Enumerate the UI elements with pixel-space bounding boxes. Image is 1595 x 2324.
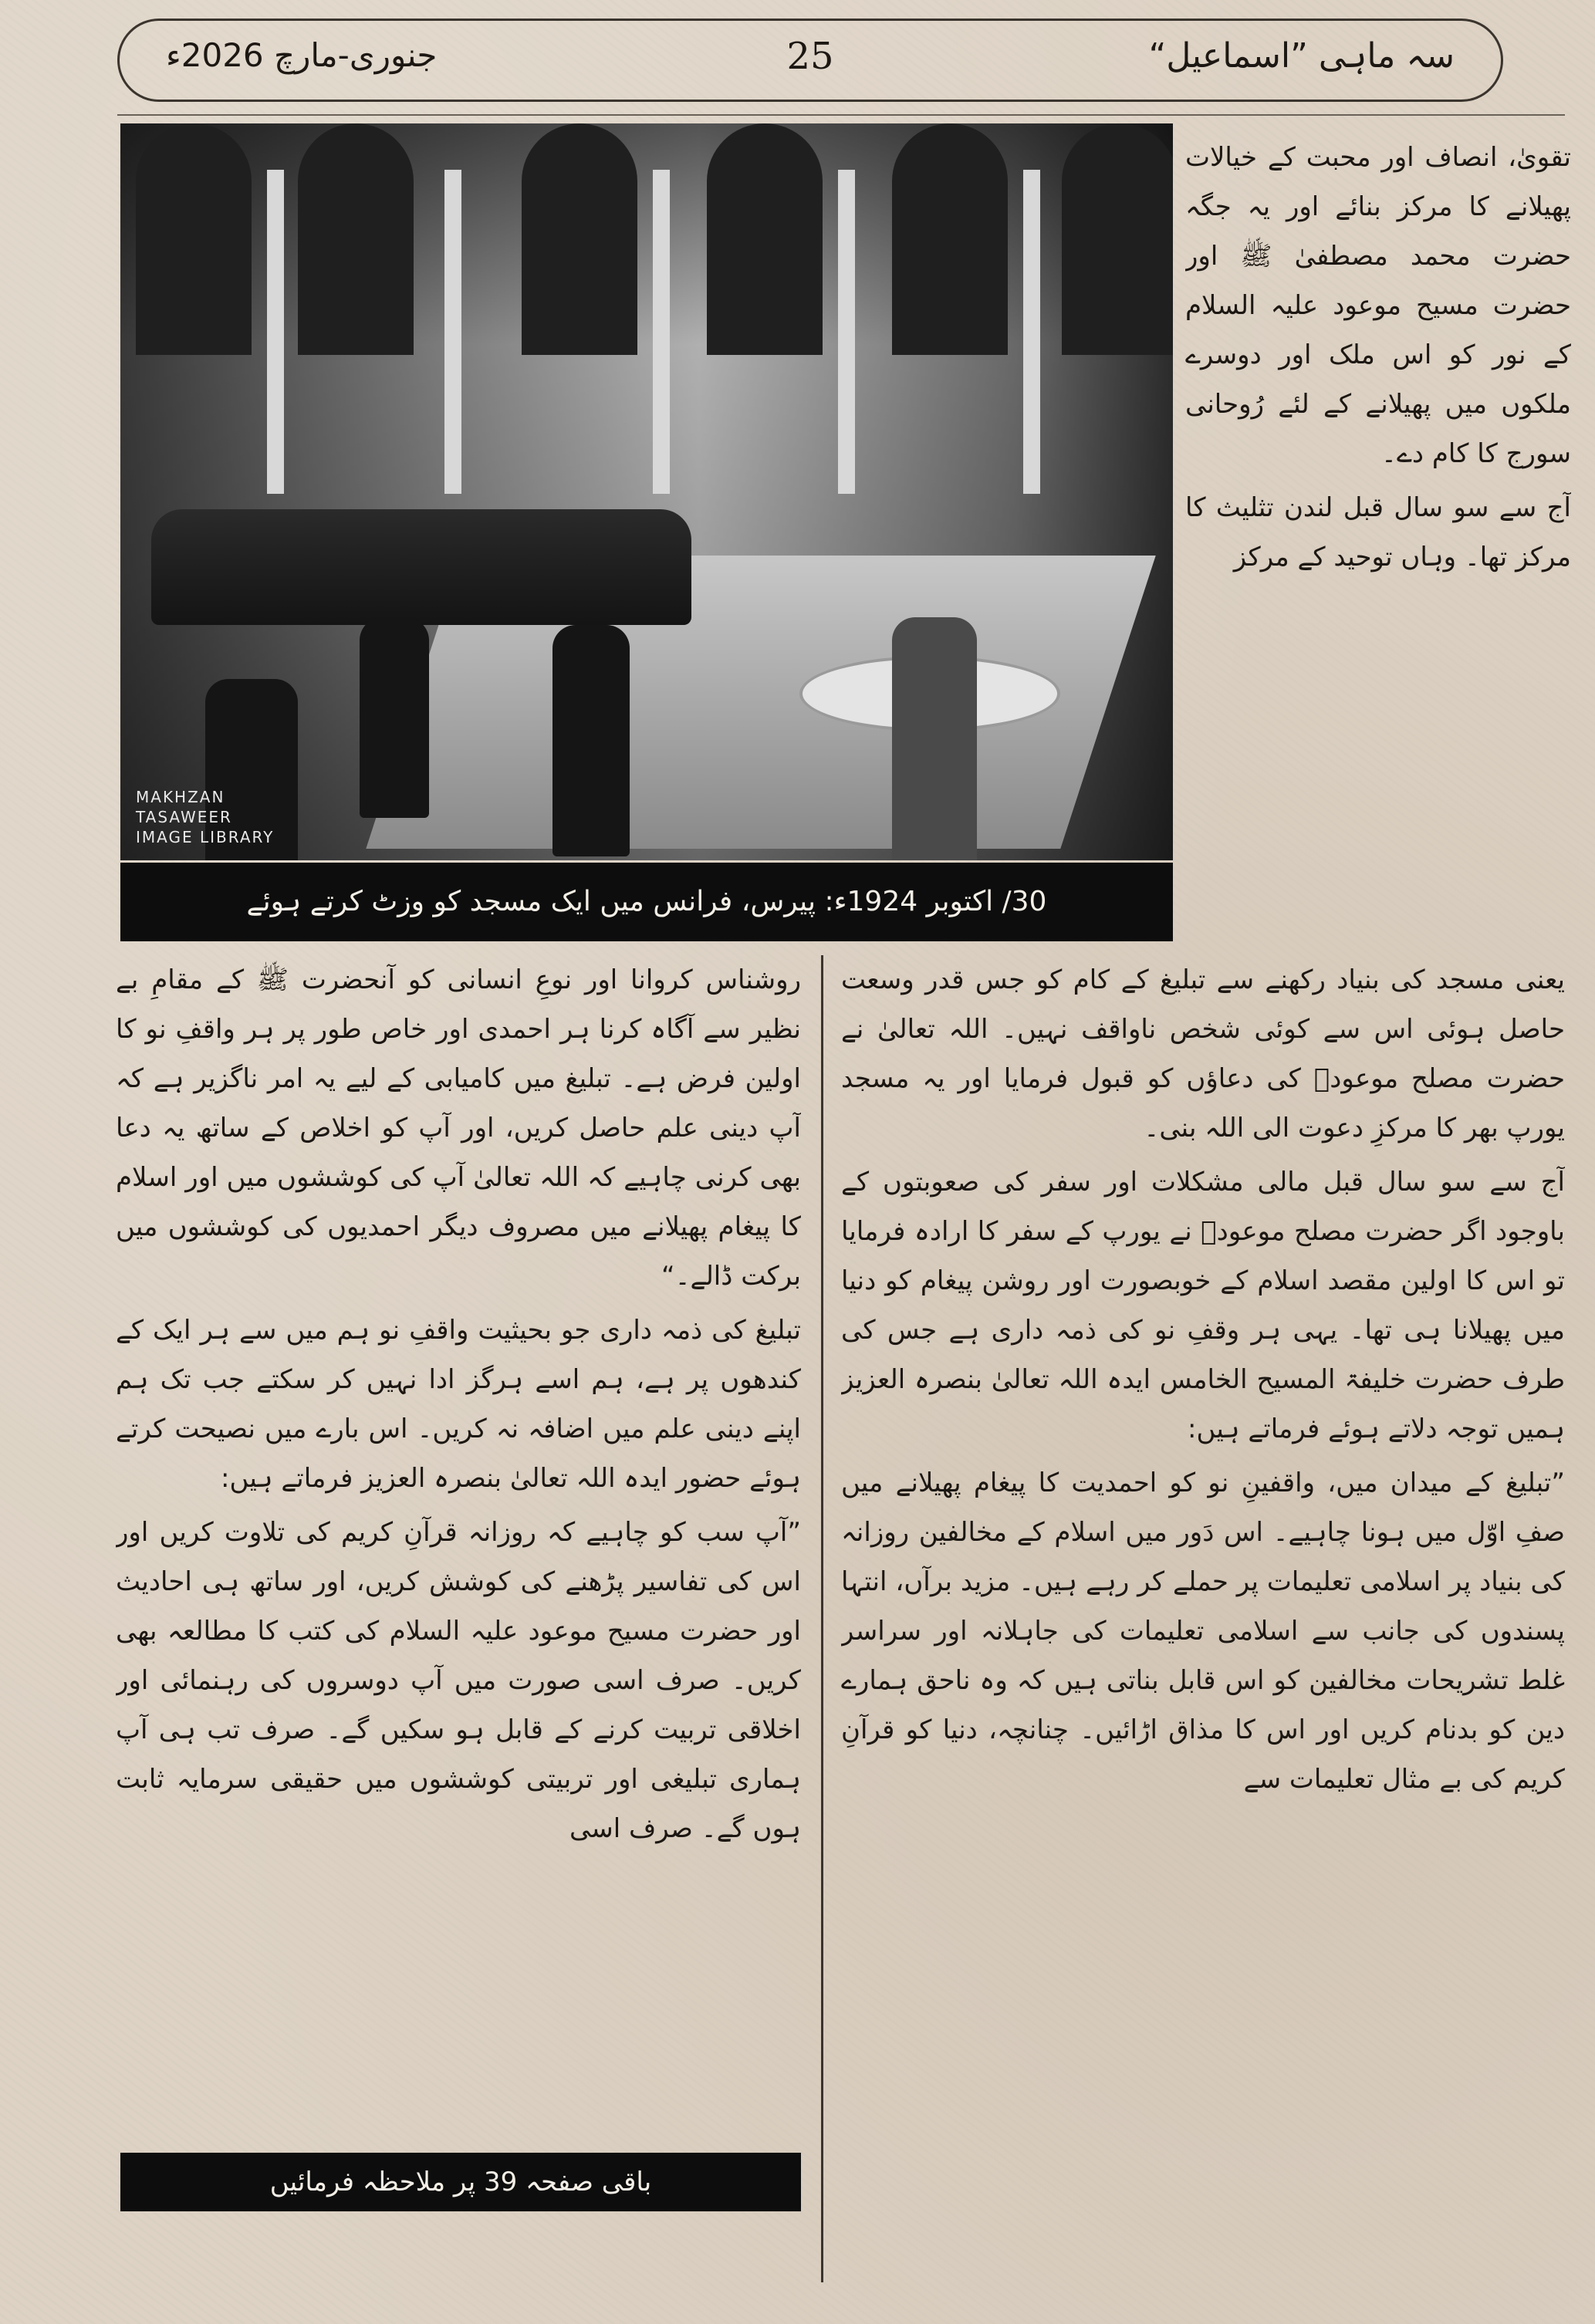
paragraph: تبلیغ کی ذمہ داری جو بحیثیت واقفِ نو ہم میں سے ہر ایک کے کندھوں پر ہے، ہم اسے ہرگز ادا نہیں کر سکتے جب تک ہم اپنے دینی علم میں اضافہ نہ کریں۔ اس بارے میں نصیحت کرتے ہوئے حضور ایدہ اللہ تعالیٰ بنصرہ العزیز فرماتے ہیں:: [116, 1315, 801, 1494]
arch-shape: [136, 123, 252, 355]
person-figure: [892, 617, 977, 860]
paragraph: روشناس کروانا اور نوعِ انسانی کو آنحضرت ﷺ کے مقامِ بے نظیر سے آگاہ کرنا ہر احمدی اور خاص طور پر ہر واقفِ نو کا اولین فرض ہے۔ تبلیغ میں کامیابی کے لیے یہ امر ناگزیر ہے کہ آپ دینی علم حاصل کریں، اور آپ کو اخلاص کے ساتھ یہ دعا بھی کرنی چاہیے کہ اللہ تعالیٰ آپ کی کوششوں میں اور اسلام کا پیغام پھیلانے میں مصروف دیگر احمدیوں کی کوششوں میں برکت ڈالے۔“: [116, 964, 801, 1292]
arch-shape: [298, 123, 414, 355]
image-watermark: MAKHZAN TASAWEER IMAGE LIBRARY: [136, 788, 275, 846]
left-text-column: [116, 955, 801, 2159]
issue-date: جنوری-مارچ 2026ء: [166, 36, 438, 74]
pillar: [1023, 170, 1040, 494]
column-divider: [821, 955, 823, 2282]
quote-paragraph: ”تبلیغ کے میدان میں، واقفینِ نو کو احمدیت کا پیغام پھیلانے میں صفِ اوّل میں ہونا چاہیے۔ اس دَور میں اسلام کے مخالفین روزانہ کی بنیاد پر اسلامی تعلیمات پر حملے کر رہے ہیں۔ مزید برآں، انتہا پسندوں کی جانب سے اسلامی تعلیمات کی جاہلانہ اور سراسر غلط تشریحات مخالفین کو اس قابل بناتی ہیں کہ وہ ناحق ہمارے دین کو بدنام کریں اور اس کا مذاق اڑائیں۔ چنانچہ، دنیا کو قرآنِ کریم کی بے مثال تعلیمات سے: [841, 1468, 1565, 1795]
pillar: [838, 170, 855, 494]
pillar: [653, 170, 670, 494]
journal-title: سہ ماہی ”اسماعیل“: [1148, 36, 1455, 76]
person-figure: [360, 617, 429, 818]
paragraph: یعنی مسجد کی بنیاد رکھنے سے تبلیغ کے کام کو جس قدر وسعت حاصل ہوئی اس سے کوئی شخص ناواقف نہیں۔ اللہ تعالیٰ نے حضرت مصلح موعودؓ کی دعاؤں کو قبول فرمایا اور یہ مسجد یورپ بھر کا مرکزِ دعوت الی اللہ بنی۔: [841, 964, 1565, 1143]
aside-paragraph: آج سے سو سال قبل لندن تثلیث کا مرکز تھا۔ وہاں توحید کے مرکز: [1185, 492, 1571, 573]
arch-shape: [707, 123, 823, 355]
photo-caption: 30/ اکتوبر 1924ء: پیرس، فرانس میں ایک مسجد کو وزٹ کرتے ہوئے: [120, 863, 1173, 941]
arch-shape: [1062, 123, 1173, 355]
person-figure: [553, 625, 630, 856]
aside-text-column: [1185, 133, 1571, 951]
arch-shape: [892, 123, 1008, 355]
continued-note: باقی صفحہ 39 پر ملاحظہ فرمائیں: [120, 2153, 801, 2211]
arch-shape: [522, 123, 637, 355]
quote-paragraph: ”آپ سب کو چاہیے کہ روزانہ قرآنِ کریم کی تلاوت کریں اور اس کی تفاسیر پڑھنے کی کوشش کریں، اور ساتھ ہی احادیث اور حضرت مسیح موعود علیہ السلام کی کتب کا مطالعہ بھی کریں۔ صرف اسی صورت میں آپ دوسروں کی رہنمائی اور اخلاقی تربیت کرنے کے قابل ہو سکیں گے۔ صرف تب ہی آپ ہماری تبلیغی اور تربیتی کوششوں میں حقیقی سرمایہ ثابت ہوں گے۔ صرف اسی: [116, 1517, 801, 1844]
pillar: [267, 170, 284, 494]
right-text-column: [841, 955, 1565, 2284]
pillar: [444, 170, 461, 494]
page-number: 25: [786, 35, 834, 78]
historic-photo: [120, 123, 1173, 860]
paragraph: آج سے سو سال قبل مالی مشکلات اور سفر کی صعوبتوں کے باوجود اگر حضرت مصلح موعودؓ نے یورپ کے سفر کا ارادہ فرمایا تو اس کا اولین مقصد اسلام کے خوبصورت اور روشن پیغام کو دنیا میں پھیلانا ہی تھا۔ یہی ہر وقفِ نو کی ذمہ داری ہے جس کی طرف حضرت خلیفۃ المسیح الخامس ایدہ اللہ تعالیٰ بنصرہ العزیز ہمیں توجہ دلاتے ہوئے فرماتے ہیں:: [841, 1167, 1565, 1444]
header-divider: [117, 114, 1565, 116]
page-header: [117, 19, 1503, 102]
crowd-group: [151, 509, 691, 625]
aside-paragraph: تقویٰ، انصاف اور محبت کے خیالات پھیلانے کا مرکز بنائے اور یہ جگہ حضرت محمد مصطفیٰ ﷺ اور حضرت مسیح موعود علیہ السلام کے نور کو اس ملک اور دوسرے ملکوں میں پھیلانے کے لئے رُوحانی سورج کا کام دے۔: [1185, 142, 1571, 469]
